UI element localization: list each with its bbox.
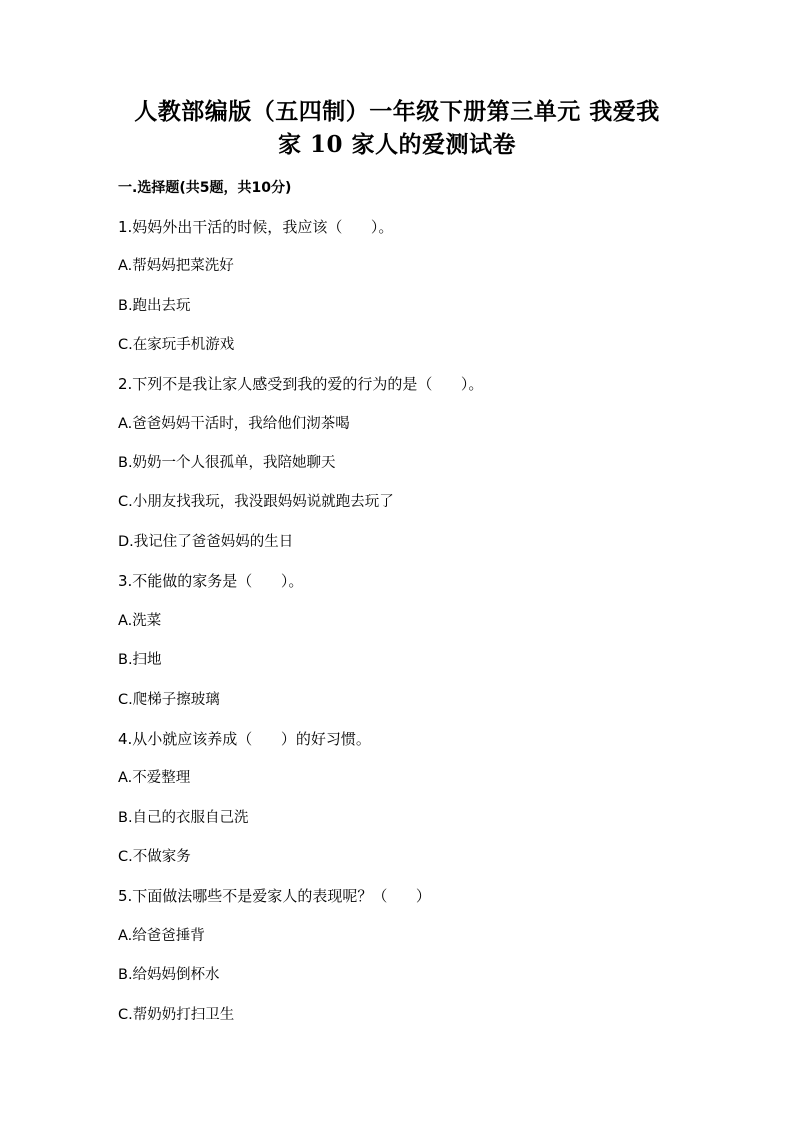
question-3-option-a: A.洗菜 bbox=[118, 613, 162, 629]
question-2-option-a: A.爸爸妈妈干活时，我给他们沏茶喝 bbox=[118, 416, 350, 432]
question-1-option-a: A.帮妈妈把菜洗好 bbox=[118, 258, 234, 274]
question-4-option-b: B.自己的衣服自己洗 bbox=[118, 810, 249, 826]
question-5-option-c: C.帮奶奶打扫卫生 bbox=[118, 1007, 235, 1023]
section-heading: 一.选择题(共5题，共10分) bbox=[118, 180, 292, 196]
question-1-option-c: C.在家玩手机游戏 bbox=[118, 337, 235, 353]
question-1-stem: 1.妈妈外出干活的时候，我应该（ ）。 bbox=[118, 218, 394, 236]
question-2-stem: 2.下列不是我让家人感受到我的爱的行为的是（ ）。 bbox=[118, 375, 484, 393]
page-title-line-1: 人教部编版（五四制）一年级下册第三单元 我爱我 bbox=[134, 98, 660, 125]
question-5-option-a: A.给爸爸捶背 bbox=[118, 928, 205, 944]
question-4-option-a: A.不爱整理 bbox=[118, 770, 191, 786]
question-4-stem: 4.从小就应该养成（ ）的好习惯。 bbox=[118, 730, 371, 748]
question-4-option-c: C.不做家务 bbox=[118, 849, 191, 865]
page-title-line-2: 家 10 家人的爱测试卷 bbox=[277, 131, 517, 158]
question-5-stem: 5.下面做法哪些不是爱家人的表现呢？（ ） bbox=[118, 887, 431, 905]
question-5-option-b: B.给妈妈倒杯水 bbox=[118, 967, 220, 983]
question-3-option-c: C.爬梯子擦玻璃 bbox=[118, 692, 220, 708]
question-3-option-b: B.扫地 bbox=[118, 652, 162, 668]
question-2-option-d: D.我记住了爸爸妈妈的生日 bbox=[118, 534, 294, 550]
question-2-option-c: C.小朋友找我玩，我没跟妈妈说就跑去玩了 bbox=[118, 494, 394, 510]
question-2-option-b: B.奶奶一个人很孤单，我陪她聊天 bbox=[118, 455, 336, 471]
question-1-option-b: B.跑出去玩 bbox=[118, 298, 191, 314]
question-3-stem: 3.不能做的家务是（ ）。 bbox=[118, 572, 304, 590]
